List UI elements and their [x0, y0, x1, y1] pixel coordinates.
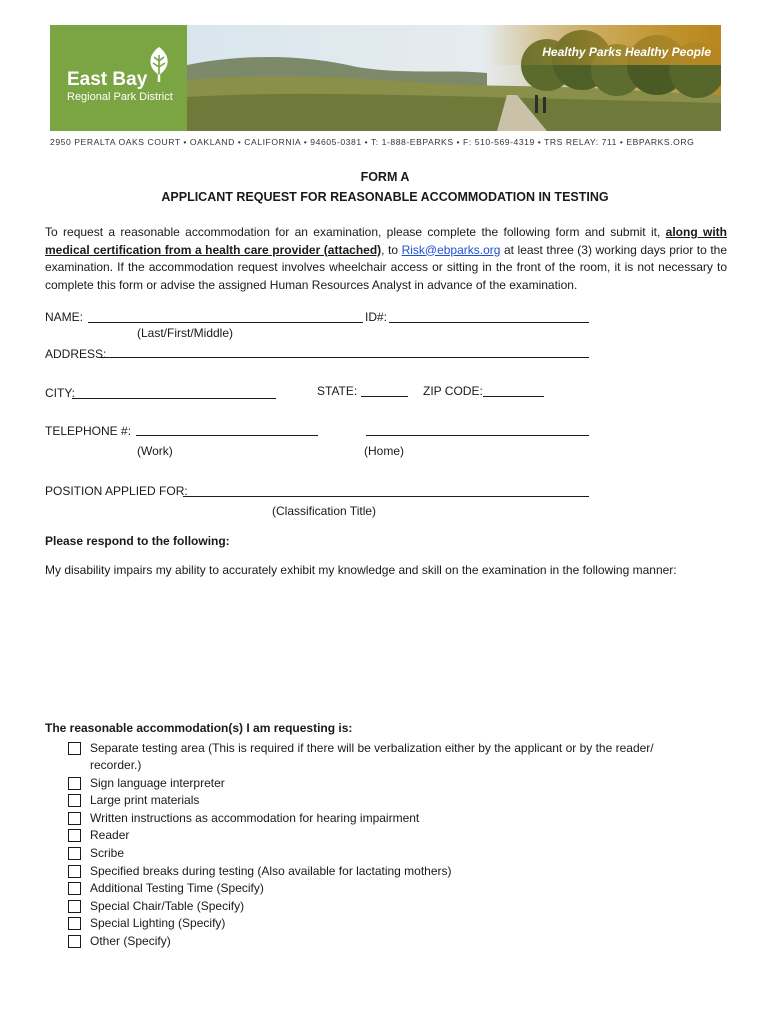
option-other: Other (Specify): [90, 934, 171, 948]
classification-hint: (Classification Title): [272, 504, 377, 518]
name-field[interactable]: [88, 322, 363, 323]
disability-response-area[interactable]: [45, 585, 727, 710]
intro-paragraph: [45, 224, 727, 294]
option-scribe: Scribe: [90, 846, 125, 860]
option-separate-testing-area: Separate testing area (This is required if there will be verbalization either by the applicant or by the reader/: [90, 741, 654, 755]
contact-address-line: 2950 PERALTA OAKS COURT • OAKLAND • CALIFORNIA • 94605-0381 • T: 1-888-EBPARKS • F: 510-569-4319 • TRS RELAY: 711 • EBPARKS.ORG: [50, 137, 695, 147]
work-hint: (Work): [137, 444, 173, 458]
option-large-print: Large print materials: [90, 793, 200, 807]
disability-prompt: My disability impairs my ability to accurately exhibit my knowledge and skill on the examination in the following manner:: [45, 563, 677, 577]
tagline: Healthy Parks Healthy People: [542, 45, 711, 59]
header-banner: [50, 25, 721, 131]
state-field[interactable]: [361, 396, 408, 397]
city-field[interactable]: [72, 398, 276, 399]
position-label: POSITION APPLIED FOR:: [45, 484, 188, 498]
park-landscape-photo: [187, 25, 721, 131]
option-additional-time: Additional Testing Time (Specify): [90, 881, 264, 895]
email-link[interactable]: Risk@ebparks.org: [401, 242, 501, 257]
checkbox-large-print[interactable]: [68, 794, 81, 807]
respond-heading: Please respond to the following:: [45, 534, 230, 548]
form-title: APPLICANT REQUEST FOR REASONABLE ACCOMMODATION IN TESTING: [161, 190, 609, 204]
checkbox-separate-testing-area[interactable]: [68, 742, 81, 755]
option-specified-breaks: Specified breaks during testing (Also available for lactating mothers): [90, 864, 452, 878]
option-reader: Reader: [90, 828, 130, 842]
zip-label: ZIP CODE:: [423, 384, 483, 398]
intro-text-2: , to: [381, 242, 402, 257]
checkbox-additional-time[interactable]: [68, 882, 81, 895]
district-logo: [50, 25, 187, 131]
home-phone-field[interactable]: [366, 435, 589, 436]
accommodations-heading: The reasonable accommodation(s) I am requesting is:: [45, 721, 353, 735]
intro-text-3: at least three (3) working days prior to the examination. If the accommodation request involves wheelchair access or sitting in the front of the room, it is not necessary to complete this form or advise the assigned Human Resources Analyst in advance of the examination.: [45, 242, 727, 292]
checkbox-sign-language-interpreter[interactable]: [68, 777, 81, 790]
id-label: ID#:: [365, 310, 388, 324]
zip-field[interactable]: [483, 396, 544, 397]
home-hint: (Home): [364, 444, 405, 458]
telephone-label: TELEPHONE #:: [45, 424, 132, 438]
option-written-instructions: Written instructions as accommodation for hearing impairment: [90, 811, 420, 825]
work-phone-field[interactable]: [136, 435, 318, 436]
checkbox-other[interactable]: [68, 935, 81, 948]
checkbox-written-instructions[interactable]: [68, 812, 81, 825]
form-label: FORM A: [360, 170, 410, 184]
checkbox-special-lighting[interactable]: [68, 917, 81, 930]
checkbox-special-chair-table[interactable]: [68, 900, 81, 913]
org-subtitle: Regional Park District: [67, 91, 173, 103]
city-label: CITY:: [45, 386, 76, 400]
checkbox-scribe[interactable]: [68, 847, 81, 860]
name-hint: (Last/First/Middle): [137, 326, 234, 340]
address-label: ADDRESS:: [45, 347, 107, 361]
position-field[interactable]: [183, 496, 589, 497]
name-label: NAME:: [45, 310, 84, 324]
org-name: East Bay: [67, 69, 148, 90]
id-field[interactable]: [389, 322, 589, 323]
option-special-chair-table: Special Chair/Table (Specify): [90, 899, 245, 913]
intro-text-1: To request a reasonable accommodation for an examination, please complete the following form and submit it,: [45, 225, 666, 239]
intro-medical-certification: along with medical certification from a health care provider (attached): [45, 225, 728, 257]
checkbox-specified-breaks[interactable]: [68, 865, 81, 878]
option-separate-testing-area-continued: recorder.): [90, 758, 142, 772]
option-sign-language-interpreter: Sign language interpreter: [90, 776, 225, 790]
leaf-icon: [144, 45, 174, 83]
option-special-lighting: Special Lighting (Specify): [90, 916, 226, 930]
checkbox-reader[interactable]: [68, 829, 81, 842]
address-field[interactable]: [100, 357, 589, 358]
state-label: STATE:: [317, 384, 358, 398]
